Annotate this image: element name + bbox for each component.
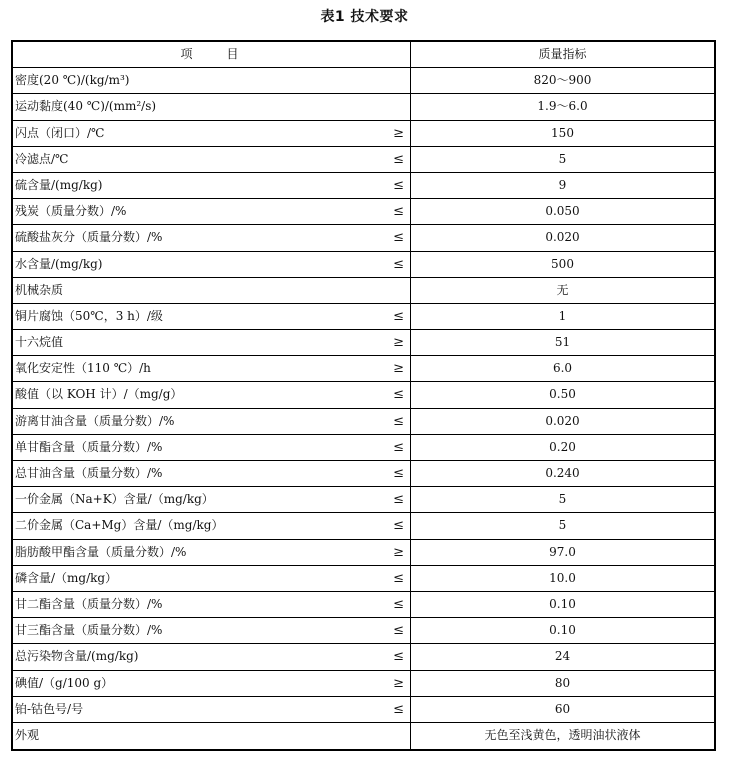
item-label: 硫含量/(mg/kg) bbox=[15, 177, 103, 192]
header-spec-cell: 质量指标 bbox=[538, 47, 587, 61]
item-cell bbox=[13, 409, 411, 434]
table-row bbox=[13, 723, 714, 749]
spec-value-cell: 51 bbox=[554, 335, 571, 350]
item-cell bbox=[13, 671, 411, 696]
comparison-symbol: ≥ bbox=[393, 675, 404, 691]
spec-value-cell: 9 bbox=[558, 177, 567, 192]
spec-value-cell: 无色至浅黄色，透明油状液体 bbox=[484, 727, 641, 742]
header-item-cell bbox=[13, 42, 411, 67]
spec-value-cell: 0.020 bbox=[545, 413, 580, 428]
table-row bbox=[13, 671, 714, 697]
table-row bbox=[13, 278, 714, 304]
item-label: 总污染物含量/(mg/kg) bbox=[15, 649, 139, 664]
comparison-symbol: ≥ bbox=[393, 361, 404, 377]
item-cell bbox=[13, 461, 411, 486]
comparison-symbol: ≤ bbox=[393, 413, 404, 429]
item-cell bbox=[13, 94, 411, 119]
spec-value-cell: 0.020 bbox=[545, 230, 580, 245]
comparison-symbol: ≥ bbox=[393, 335, 404, 351]
spec-value-cell: 24 bbox=[554, 649, 571, 664]
spec-value-cell: 150 bbox=[551, 125, 574, 140]
spec-value-cell: 500 bbox=[551, 256, 574, 271]
table-row bbox=[13, 435, 714, 461]
item-label: 氧化安定性（110 ℃）/h bbox=[15, 361, 151, 376]
item-label: 游离甘油含量（质量分数）/% bbox=[15, 413, 175, 428]
table-row bbox=[13, 304, 714, 330]
item-cell bbox=[13, 644, 411, 669]
item-cell bbox=[13, 382, 411, 407]
spec-value-cell: 1.9～6.0 bbox=[537, 99, 588, 114]
item-label: 总甘油含量（质量分数）/% bbox=[15, 466, 163, 480]
comparison-symbol: ≤ bbox=[393, 204, 404, 220]
item-cell bbox=[13, 121, 411, 146]
table-row bbox=[13, 540, 714, 566]
item-cell bbox=[13, 225, 411, 250]
item-label: 磷含量/（mg/kg） bbox=[15, 570, 118, 585]
spec-value-cell: 0.50 bbox=[549, 387, 576, 402]
comparison-symbol: ≤ bbox=[393, 230, 404, 246]
item-label: 运动黏度(40 ℃)/(mm²/s) bbox=[15, 99, 157, 114]
item-label: 甘二酯含量（质量分数）/% bbox=[15, 596, 163, 611]
spec-value-cell: 0.240 bbox=[545, 466, 580, 480]
table-row bbox=[13, 173, 714, 199]
item-label: 单甘酯含量（质量分数）/% bbox=[15, 439, 163, 454]
spec-value-cell: 0.10 bbox=[549, 596, 576, 611]
item-cell bbox=[13, 723, 411, 749]
item-label: 外观 bbox=[15, 727, 40, 742]
spec-value-cell: 97.0 bbox=[549, 544, 576, 559]
item-cell bbox=[13, 513, 411, 538]
spec-value-cell: 5 bbox=[558, 151, 567, 166]
item-cell bbox=[13, 199, 411, 224]
item-label: 残炭（质量分数）/% bbox=[15, 204, 127, 219]
table-row bbox=[13, 409, 714, 435]
item-cell bbox=[13, 435, 411, 460]
item-cell bbox=[13, 356, 411, 381]
item-cell bbox=[13, 697, 411, 722]
header-item-label-2: 目 bbox=[226, 47, 243, 61]
spec-value-cell: 80 bbox=[554, 675, 571, 690]
item-label: 硫酸盐灰分（质量分数）/% bbox=[15, 230, 163, 245]
item-cell bbox=[13, 540, 411, 565]
table-row bbox=[13, 199, 714, 225]
item-label: 甘三酯含量（质量分数）/% bbox=[15, 623, 163, 638]
spec-value-cell: 0.050 bbox=[545, 204, 580, 219]
item-cell bbox=[13, 330, 411, 355]
spec-value-cell: 0.20 bbox=[549, 439, 576, 454]
item-label: 一价金属（Na+K）含量/（mg/kg） bbox=[15, 492, 214, 507]
spec-value-cell: 820～900 bbox=[533, 73, 592, 88]
spec-value-cell: 无 bbox=[556, 282, 569, 297]
comparison-symbol: ≤ bbox=[393, 466, 404, 481]
comparison-symbol: ≤ bbox=[393, 596, 404, 612]
comparison-symbol: ≥ bbox=[393, 125, 404, 141]
item-label: 密度(20 ℃)/(kg/m³) bbox=[15, 73, 130, 88]
item-label: 冷滤点/℃ bbox=[15, 151, 69, 166]
item-label: 水含量/(mg/kg) bbox=[15, 256, 103, 271]
item-label: 铜片腐蚀（50℃，3 h）/级 bbox=[15, 308, 163, 323]
item-cell bbox=[13, 304, 411, 329]
item-cell bbox=[13, 173, 411, 198]
comparison-symbol: ≤ bbox=[393, 570, 404, 586]
technical-requirements-table bbox=[11, 40, 716, 751]
item-label: 二价金属（Ca+Mg）含量/（mg/kg） bbox=[15, 518, 224, 533]
item-label: 铂-钴色号/号 bbox=[15, 701, 84, 716]
comparison-symbol: ≤ bbox=[393, 308, 404, 324]
table-row bbox=[13, 697, 714, 723]
table-row bbox=[13, 513, 714, 539]
item-cell bbox=[13, 487, 411, 512]
comparison-symbol: ≤ bbox=[393, 387, 404, 403]
table-row bbox=[13, 461, 714, 487]
table-row bbox=[13, 618, 714, 644]
table-row bbox=[13, 147, 714, 173]
item-cell bbox=[13, 68, 411, 93]
spec-value-cell: 6.0 bbox=[552, 361, 573, 376]
spec-value-cell: 0.10 bbox=[549, 623, 576, 638]
comparison-symbol: ≤ bbox=[393, 623, 404, 639]
spec-value-cell: 5 bbox=[558, 518, 567, 533]
item-label: 碘值/（g/100 g） bbox=[15, 675, 114, 690]
comparison-symbol: ≤ bbox=[393, 256, 404, 272]
header-item-label: 项 bbox=[180, 47, 197, 61]
table-caption: 表1 技术要求 bbox=[320, 9, 409, 25]
item-cell bbox=[13, 278, 411, 303]
table-row bbox=[13, 592, 714, 618]
table-row bbox=[13, 225, 714, 251]
comparison-symbol: ≤ bbox=[393, 439, 404, 455]
item-cell bbox=[13, 592, 411, 617]
table-header-row bbox=[13, 42, 714, 68]
item-cell bbox=[13, 147, 411, 172]
table-row bbox=[13, 644, 714, 670]
comparison-symbol: ≤ bbox=[393, 649, 404, 665]
item-label: 闪点（闭口）/℃ bbox=[15, 125, 105, 140]
item-cell bbox=[13, 566, 411, 591]
table-row bbox=[13, 68, 714, 94]
table-row bbox=[13, 487, 714, 513]
item-label: 机械杂质 bbox=[15, 282, 64, 297]
spec-value-cell: 5 bbox=[558, 492, 567, 507]
table-row bbox=[13, 94, 714, 120]
table-row bbox=[13, 356, 714, 382]
item-label: 脂肪酸甲酯含量（质量分数）/% bbox=[15, 544, 187, 559]
table-row bbox=[13, 121, 714, 147]
table-row bbox=[13, 330, 714, 356]
table-row bbox=[13, 252, 714, 278]
comparison-symbol: ≤ bbox=[393, 701, 404, 717]
table-row bbox=[13, 382, 714, 408]
item-cell bbox=[13, 618, 411, 643]
spec-value-cell: 10.0 bbox=[549, 570, 576, 585]
comparison-symbol: ≤ bbox=[393, 177, 404, 193]
comparison-symbol: ≤ bbox=[393, 492, 404, 508]
item-cell bbox=[13, 252, 411, 277]
spec-value-cell: 1 bbox=[558, 308, 567, 323]
spec-value-cell: 60 bbox=[554, 701, 571, 716]
comparison-symbol: ≤ bbox=[393, 151, 404, 167]
item-label: 酸值（以 KOH 计）/（mg/g） bbox=[15, 387, 183, 402]
comparison-symbol: ≥ bbox=[393, 544, 404, 560]
table-row bbox=[13, 566, 714, 592]
item-label: 十六烷值 bbox=[15, 335, 64, 350]
comparison-symbol: ≤ bbox=[393, 518, 404, 534]
